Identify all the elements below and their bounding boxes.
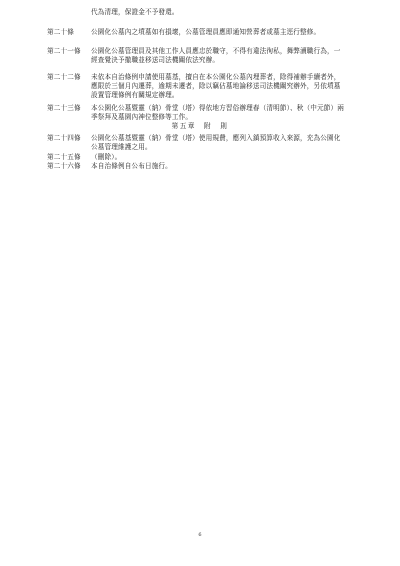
- article-25: [47, 153, 347, 162]
- article-23: [47, 104, 347, 122]
- page-number: 6: [198, 532, 202, 538]
- article-text: （刪除）。: [91, 153, 122, 161]
- article-label: 第二十五條: [47, 153, 81, 161]
- article-text: 公園化公墓內之墳墓如有損壞，公墓管理員應即通知營葬者或墓主逕行整修。: [91, 28, 321, 36]
- article-label: 第二十四條: [47, 134, 81, 142]
- article-20: [47, 28, 347, 37]
- article-22: [47, 73, 347, 100]
- article-21: [47, 47, 347, 65]
- article-text: 公園化公墓基暨靈（納）骨堂（塔）使用規費，應列入鎮預算收入來源，充為公園化公墓管理維護之用。: [91, 134, 341, 151]
- article-26: [47, 162, 347, 171]
- article-text: 本公園化公墓暨靈（納）骨堂（塔）得依地方習俗辦理春（清明節）、秋（中元節）兩季祭拜及墓園內神位整修等工作。: [91, 104, 344, 121]
- continuation-text: 代為清理，保證金不予發還。: [91, 8, 179, 16]
- article-label: 第二十一條: [47, 47, 81, 55]
- article-text: 未依本自治條例申請使用墓基，擅自在本公園化公墓內埋葬者，除得補辦手續者外，應限於三個月內遷葬，逾期未遷者，除以竊佔墓地論移送司法機關究辦外，另依墳墓設置管理條例有關規定辦理。: [91, 73, 341, 99]
- article-label: 第二十三條: [47, 104, 81, 112]
- article-label: 第二十六條: [47, 162, 81, 170]
- chapter-title: 第五章 附 則: [171, 122, 229, 130]
- article-label: 第二十條: [47, 28, 74, 36]
- article-24: [47, 134, 347, 152]
- article-label: 第二十二條: [47, 73, 81, 81]
- article-text: 公園化公墓管理員及其他工作人員應忠於職守，不得有違法徇私，舞弊瀆職行為，一經查覺決予撤職並移送司法機關依法究辦。: [91, 47, 341, 64]
- article-text: 本自治條例自公布日施行。: [91, 162, 172, 170]
